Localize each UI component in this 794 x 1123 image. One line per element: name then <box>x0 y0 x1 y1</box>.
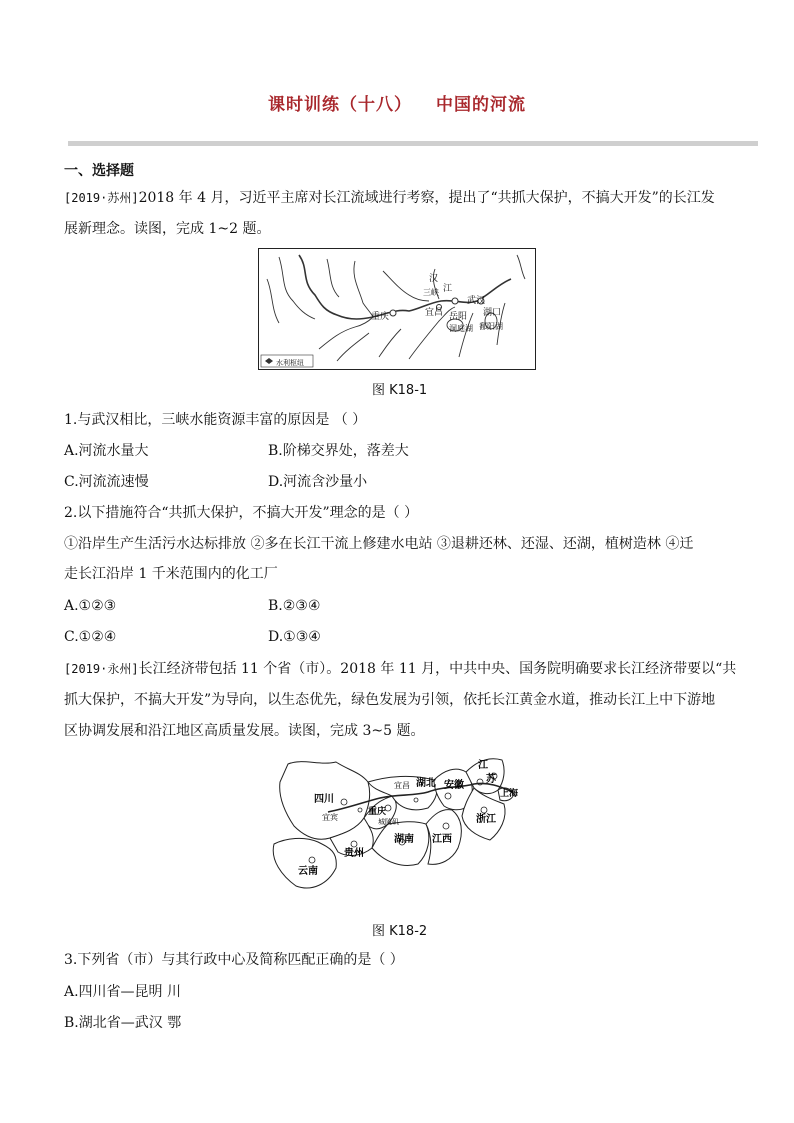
passage1-source: [2019·苏州] <box>64 191 139 205</box>
q1-option-b: B.阶梯交界处，落差大 <box>268 443 409 459</box>
title-divider <box>68 141 758 146</box>
q2-option-c: C.①②④ <box>64 629 117 645</box>
passage2-source: [2019·永州] <box>64 662 139 676</box>
label-yibin: 宜宾 <box>322 813 338 822</box>
q2-option-a: A.①②③ <box>64 598 117 614</box>
q2-stem: 2.以下措施符合“共抓大保护，不搞大开发”理念的是（ ） <box>64 505 419 521</box>
label-chongqing: 重庆 <box>371 312 390 322</box>
q1-option-d: D.河流含沙量小 <box>268 474 368 490</box>
label-hubei: 湖北 <box>416 778 436 789</box>
figure2-caption: 图 K18-2 <box>372 924 428 939</box>
label-yichang: 宜昌 <box>425 308 444 318</box>
label-hukou: 湖口 <box>483 308 502 318</box>
q1-stem: 1.与武汉相比，三峡水能资源丰富的原因是 （ ） <box>64 412 367 428</box>
label-han: 汉 <box>429 274 439 284</box>
yangtze-map-figure1 <box>258 248 536 370</box>
label-jiangxi: 江西 <box>432 834 452 845</box>
label-hunan: 湖南 <box>394 834 414 845</box>
figure1-caption: 图 K18-1 <box>372 383 428 398</box>
passage2-line2: 抓大保护，不搞大开发”为导向，以生态优先，绿色发展为引领，依托长江黄金水道，推动长江上中下游地 <box>64 692 716 708</box>
label-yunnan: 云南 <box>298 866 318 877</box>
label-chenglingji: 城陵矶 <box>378 818 399 826</box>
section-heading: 一、选择题 <box>64 163 134 179</box>
passage1-line1: [2019·苏州]2018 年 4 月，习近平主席对长江流域进行考察，提出了“共抓大保护，不搞大开发”的长江发 <box>64 190 715 206</box>
passage2-line3: 区协调发展和沿江地区高质量发展。读图，完成 3~5 题。 <box>64 723 425 739</box>
yangtze-river-map <box>259 249 535 369</box>
q3-stem: 3.下列省（市）与其行政中心及简称匹配正确的是（ ） <box>64 952 404 968</box>
label-shanghai: 上海 <box>500 789 519 799</box>
label-sichuan: 四川 <box>314 794 334 805</box>
q2-options-row2 <box>64 627 321 647</box>
passage1-line2: 展新理念。读图，完成 1~2 题。 <box>64 221 271 237</box>
label-dongtinghu: 洞庭湖 <box>449 324 473 333</box>
label-jiang: 江 <box>443 284 453 294</box>
legend-label: 水利枢纽 <box>276 359 304 367</box>
label-sanxia: 三峡 <box>423 288 439 297</box>
q1-options-row1 <box>64 441 409 461</box>
q2-items-line1: ①沿岸生产生活污水达标排放 ②多在长江干流上修建水电站 ③退耕还林、还湿、还湖，植树造林 ④迁 <box>64 536 694 552</box>
q1-options-row2 <box>64 472 368 492</box>
title-right: 中国的河流 <box>436 95 526 115</box>
label-jiangsu-2: 苏 <box>486 774 496 785</box>
q3-option-b: B.湖北省—武汉 鄂 <box>64 1015 182 1031</box>
province-map <box>268 752 530 904</box>
label-guizhou: 贵州 <box>344 848 364 859</box>
q2-options-row1 <box>64 596 321 616</box>
label-jiangsu-1: 江 <box>478 760 488 771</box>
passage2-line1: [2019·永州]长江经济带包括 11 个省（市）。2018 年 11 月，中共中央、国务院明确要求长江经济带要以“共 <box>64 661 737 677</box>
label-poyanghu: 鄱阳湖 <box>479 322 503 331</box>
yangtze-economic-belt-map <box>268 752 530 904</box>
q2-items-line2: 走长江沿岸 1 千米范围内的化工厂 <box>64 566 278 582</box>
title-left: 课时训练（十八） <box>268 95 412 115</box>
q1-option-a: A.河流水量大 <box>64 443 149 459</box>
label-zhejiang: 浙江 <box>476 814 496 825</box>
label-yueyang: 岳阳 <box>449 312 468 322</box>
q2-option-b: B.②③④ <box>268 598 321 614</box>
page-title <box>0 90 794 115</box>
q1-option-c: C.河流流速慢 <box>64 474 149 490</box>
label-wuhan: 武汉 <box>467 296 486 306</box>
q2-option-d: D.①③④ <box>268 629 321 645</box>
label-anhui: 安徽 <box>444 780 464 791</box>
label-yichang2: 宜昌 <box>394 781 410 790</box>
label-chongqing2: 重庆 <box>368 807 387 817</box>
q3-option-a: A.四川省—昆明 川 <box>64 984 182 1000</box>
